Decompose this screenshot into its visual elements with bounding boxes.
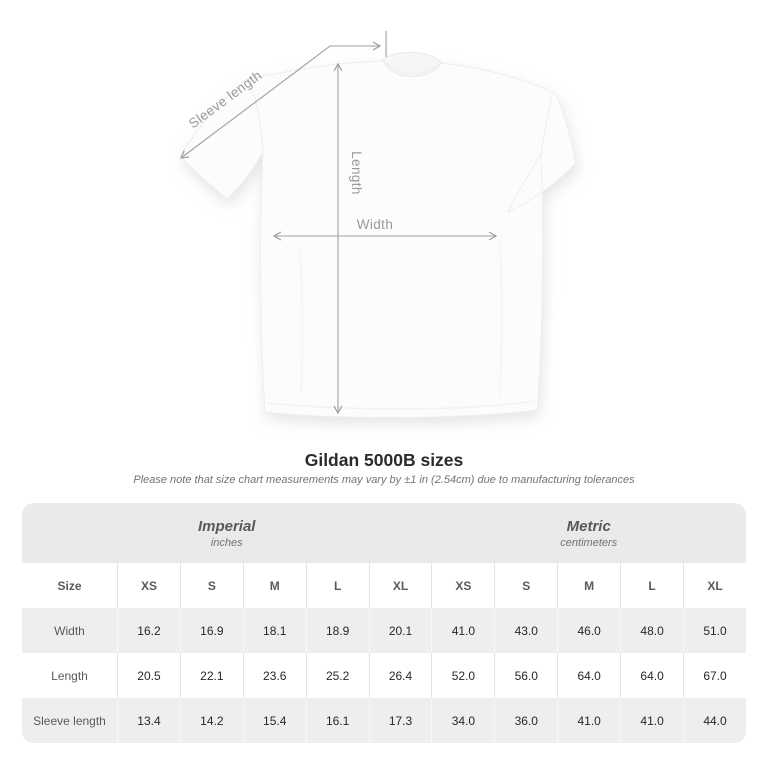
cell: 46.0 bbox=[557, 608, 620, 653]
page-title: Gildan 5000B sizes bbox=[304, 450, 464, 470]
cell: 67.0 bbox=[683, 653, 746, 698]
cell: 18.1 bbox=[243, 608, 306, 653]
col-header: L bbox=[620, 563, 683, 608]
cell: 51.0 bbox=[683, 608, 746, 653]
cell: 14.2 bbox=[180, 698, 243, 743]
cell: 25.2 bbox=[306, 653, 369, 698]
table-row-sleeve-length bbox=[22, 698, 746, 743]
cell: 44.0 bbox=[683, 698, 746, 743]
col-header: M bbox=[243, 563, 306, 608]
cell: 34.0 bbox=[431, 698, 494, 743]
unit-group-row bbox=[22, 503, 746, 563]
cell: 52.0 bbox=[431, 653, 494, 698]
table-row-length bbox=[22, 653, 746, 698]
cell: 36.0 bbox=[494, 698, 557, 743]
cell: 23.6 bbox=[243, 653, 306, 698]
cell: 16.9 bbox=[180, 608, 243, 653]
size-header-row bbox=[22, 563, 746, 608]
cell: 41.0 bbox=[620, 698, 683, 743]
sleeve-length-label: Sleeve length bbox=[185, 67, 265, 132]
cell: 18.9 bbox=[306, 608, 369, 653]
cell: 20.5 bbox=[117, 653, 180, 698]
col-header: XS bbox=[117, 563, 180, 608]
cell: 17.3 bbox=[369, 698, 432, 743]
row-label: Width bbox=[54, 623, 85, 638]
imperial-group-header bbox=[22, 503, 431, 563]
col-header: M bbox=[557, 563, 620, 608]
col-header: XS bbox=[431, 563, 494, 608]
cell: 64.0 bbox=[620, 653, 683, 698]
cell: 16.1 bbox=[306, 698, 369, 743]
row-label: Sleeve length bbox=[33, 713, 106, 728]
cell: 48.0 bbox=[620, 608, 683, 653]
tshirt-image bbox=[180, 52, 576, 417]
col-header: XL bbox=[369, 563, 432, 608]
col-header: XL bbox=[683, 563, 746, 608]
cell: 43.0 bbox=[494, 608, 557, 653]
cell: 26.4 bbox=[369, 653, 432, 698]
cell: 56.0 bbox=[494, 653, 557, 698]
cell: 41.0 bbox=[557, 698, 620, 743]
cell: 13.4 bbox=[117, 698, 180, 743]
cell: 64.0 bbox=[557, 653, 620, 698]
imperial-label: Imperial bbox=[197, 517, 256, 535]
cell: 15.4 bbox=[243, 698, 306, 743]
cell: 22.1 bbox=[180, 653, 243, 698]
table-row-width bbox=[22, 608, 746, 653]
cell: 20.1 bbox=[369, 608, 432, 653]
cell: 16.2 bbox=[117, 608, 180, 653]
col-header: L bbox=[306, 563, 369, 608]
size-chart-table-container bbox=[22, 503, 746, 743]
length-label: Length bbox=[349, 151, 364, 195]
col-header: S bbox=[180, 563, 243, 608]
size-column-header: Size bbox=[22, 563, 117, 608]
cell: 41.0 bbox=[431, 608, 494, 653]
row-label: Length bbox=[51, 668, 88, 683]
size-chart-table bbox=[22, 503, 746, 743]
col-header: S bbox=[494, 563, 557, 608]
metric-label: Metric bbox=[566, 517, 611, 535]
tolerance-note: Please note that size chart measurements may vary by ±1 in (2.54cm) due to manufacturing tolerances bbox=[133, 474, 635, 486]
metric-unit: centimeters bbox=[560, 536, 618, 549]
width-label: Width bbox=[356, 217, 394, 232]
metric-group-header bbox=[431, 503, 746, 563]
imperial-unit: inches bbox=[210, 536, 243, 549]
